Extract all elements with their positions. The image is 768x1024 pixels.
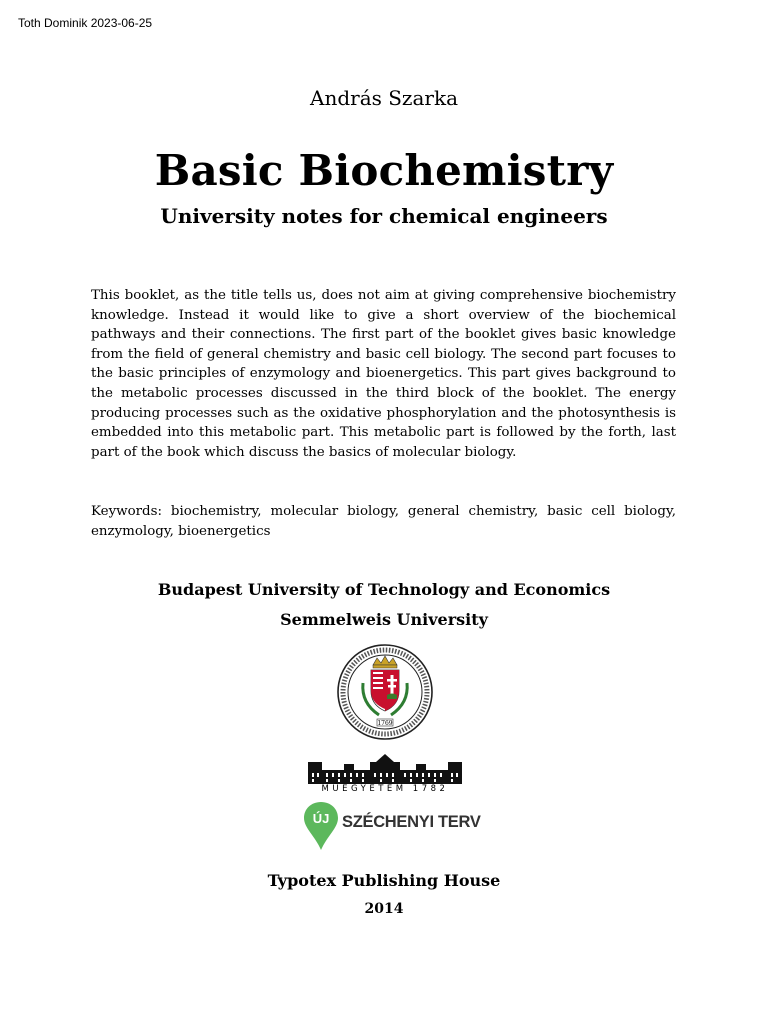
- semmelweis-seal-icon: [333, 643, 437, 741]
- publisher-name: Typotex Publishing House: [267, 871, 501, 890]
- seal-year: 1769: [377, 720, 393, 727]
- author-name: András Szarka: [310, 86, 458, 110]
- document-stamp: Toth Dominik 2023-06-25: [18, 16, 153, 30]
- szechenyi-pin-text: ÚJ: [312, 811, 330, 826]
- keywords-paragraph: Keywords: biochemistry, molecular biology, general chemistry, basic cell biology, enzymology, bioenergetics: [91, 504, 676, 539]
- muegyetem-caption: MŰEGYETEM 1782: [321, 784, 449, 794]
- book-title: Basic Biochemistry: [154, 146, 614, 195]
- institution-semmelweis: Semmelweis University: [280, 610, 488, 629]
- szechenyi-terv-text: SZÉCHENYI TERV: [342, 813, 481, 831]
- institution-bme: Budapest University of Technology and Economics: [157, 580, 611, 599]
- publication-year: 2014: [364, 901, 404, 917]
- book-subtitle: University notes for chemical engineers: [160, 204, 608, 228]
- abstract-paragraph: This booklet, as the title tells us, does not aim at giving comprehensive biochemistry knowledge. Instead it would like to give a short overview of the biochemical pathways and their connections. The first part of the booklet gives basic knowledge from the field of general chemistry and basic cell biology. The second part focuses to the basic principles of enzymology and bioenergetics. This part gives background to the metabolic processes discussed in the third block of the booklet. The energy producing processes such as the oxidative phosphorylation and the photosynthesis is embedded into this metabolic part. This metabolic part is followed by the forth, last part of the book which discuss the basics of molecular biology.: [91, 288, 676, 460]
